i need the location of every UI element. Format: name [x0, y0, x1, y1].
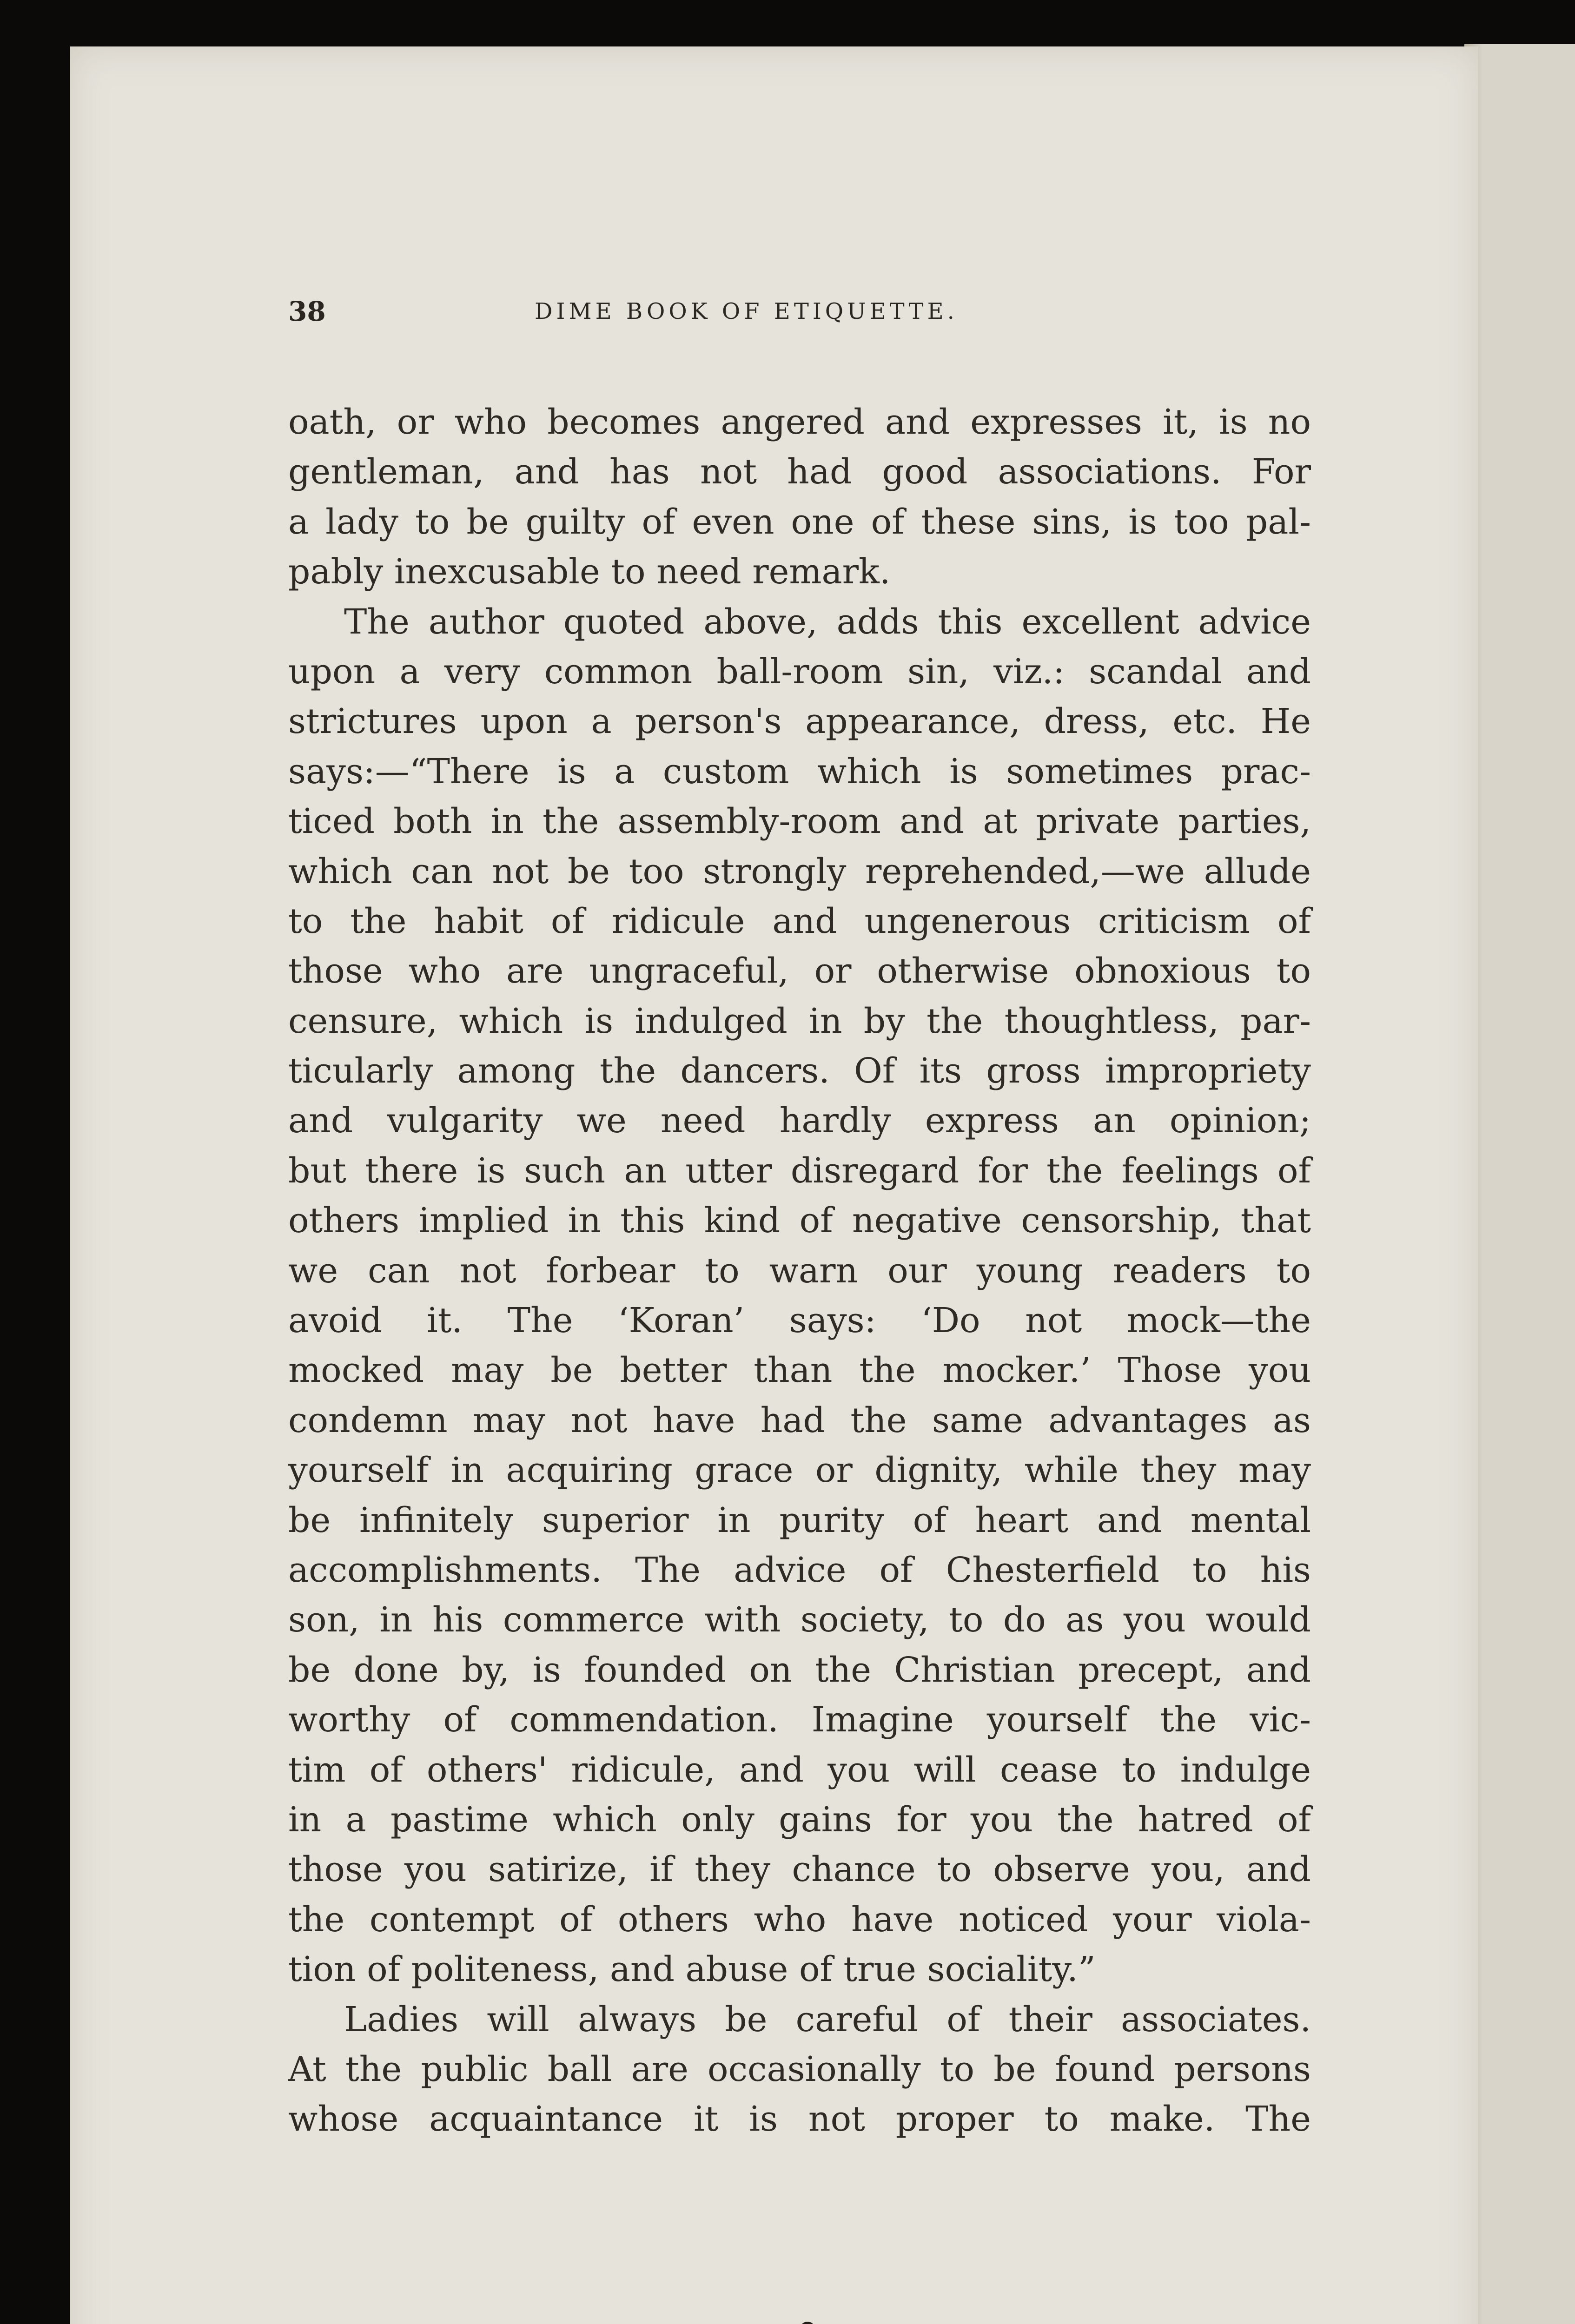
text-line: ticularly among the dancers. Of its gross impropriety — [288, 1051, 1311, 1091]
text-line: be infinitely superior in purity of heart and mental — [288, 1500, 1311, 1540]
text-line: be done by, is founded on the Christian precept, and — [288, 1650, 1311, 1690]
text-line: The author quoted above, adds this excellent advice — [344, 601, 1311, 642]
text-line: condemn may not have had the same advantages as — [288, 1400, 1311, 1440]
text-line: says:—“There is a custom which is sometimes prac- — [288, 751, 1311, 792]
text-line: those you satirize, if they chance to observe you, and — [288, 1849, 1311, 1890]
text-line: son, in his commerce with society, to do as you would — [288, 1600, 1311, 1640]
text-line: upon a very common ball-room sin, viz.: scandal and — [288, 651, 1311, 692]
book-title: DIME BOOK OF ETIQUETTE. — [535, 298, 958, 324]
text-line: a lady to be guilty of even one of these sins, is too pal- — [288, 502, 1311, 542]
text-line: oath, or who becomes angered and expresses it, is no — [288, 402, 1311, 442]
text-line: and vulgarity we need hardly express an opinion; — [288, 1101, 1311, 1141]
text-line: but there is such an utter disregard for the feelings of — [288, 1150, 1311, 1191]
text-line: mocked may be better than the mocker.’ Those you — [288, 1350, 1311, 1391]
text-line: we can not forbear to warn our young readers to — [288, 1250, 1311, 1291]
text-line: At the public ball are occasionally to be found persons — [288, 2049, 1311, 2089]
text-line: whose acquaintance it is not proper to make. The — [288, 2099, 1311, 2139]
text-line: censure, which is indulged in by the thoughtless, par- — [288, 1001, 1311, 1041]
text-line: worthy of commendation. Imagine yourself the vic- — [288, 1700, 1311, 1740]
text-line: the contempt of others who have noticed your viola- — [288, 1899, 1311, 1940]
text-line: others implied in this kind of negative censorship, that — [288, 1201, 1311, 1241]
text-line: tion of politeness, and abuse of true sociality.” — [288, 1949, 1096, 1990]
text-line: to the habit of ridicule and ungenerous criticism of — [288, 901, 1311, 941]
text-line: those who are ungraceful, or otherwise obnoxious to — [288, 951, 1311, 991]
text-line: ticed both in the assembly-room and at private parties, — [288, 801, 1311, 842]
text-line: gentleman, and has not had good associations. For — [288, 452, 1311, 492]
text-line: yourself in acquiring grace or dignity, while they may — [288, 1450, 1311, 1491]
text-line: which can not be too strongly reprehended,—we allude — [288, 851, 1311, 891]
running-head — [288, 296, 1311, 337]
text-line: in a pastime which only gains for you the hatred of — [288, 1799, 1311, 1840]
text-line: pably inexcusable to need remark. — [288, 552, 891, 592]
text-line: Ladies will always be careful of their associates. — [344, 1999, 1311, 2040]
page-number: 38 — [288, 296, 326, 327]
body-text — [288, 397, 1311, 2145]
text-line: strictures upon a person's appearance, dress, etc. He — [288, 701, 1311, 742]
text-line: tim of others' ridicule, and you will cease to indulge — [288, 1750, 1311, 1790]
text-line: avoid it. The ‘Koran’ says: ‘Do not mock—the — [288, 1301, 1311, 1341]
text-line: accomplishments. The advice of Chesterfield to his — [288, 1550, 1311, 1590]
